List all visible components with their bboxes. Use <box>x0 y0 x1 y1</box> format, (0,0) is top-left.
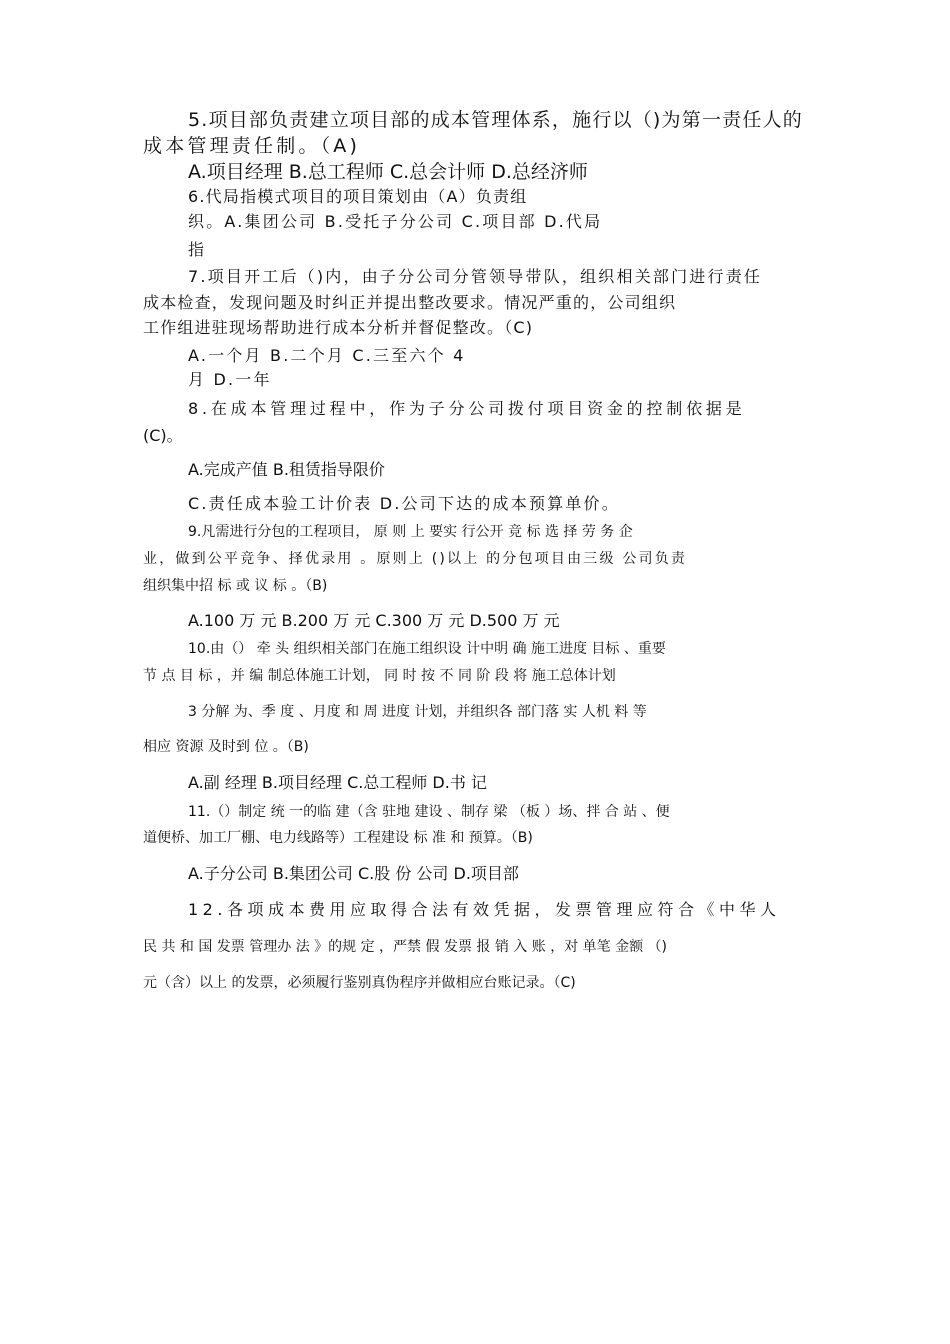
q8-options-2: C.责任成本验工计价表 D.公司下达的成本预算单价。 <box>188 494 620 513</box>
q12-line-2: 民 共 和 国 发票 管理办 法 》的规 定 ，严禁 假 发票 报 销 入 账 ，对 单笔 金额 （) <box>143 939 668 955</box>
q5-options: A.项目经理 B.总工程师 C.总会计师 D.总经济师 <box>188 161 588 183</box>
q6-line-1: 6.代局指模式项目的项目策划由（A）负责组 <box>188 187 528 206</box>
q9-line-3: 组织集中招 标 或 议 标 。（B) <box>143 578 328 594</box>
q7-line-1: 7.项目开工后（)内，由子分公司分管领导带队，组织相关部门进行责任 <box>188 267 763 286</box>
q10-line-2: 节 点 目 标 ，并 编 制总体施工计划， 同 时 按 不 同 阶 段 将 施工总体计划 <box>143 668 616 684</box>
q7-line-3: 工作组进驻现场帮助进行成本分析并督促整改。（C) <box>143 318 534 337</box>
q7-line-2: 成本检查，发现问题及时纠正并提出整改要求。情况严重的，公司组织 <box>143 293 677 312</box>
q8-line-1: 8.在成本管理过程中，作为子分公司拨付项目资金的控制依据是 <box>188 399 746 418</box>
q12-line-3: 元（含）以上 的发票，必须履行鉴别真伪程序并做相应台账记录。（C) <box>143 975 576 991</box>
q10-line-1: 10.由（） 牵 头 组织相关部门在施工组织设 计中明 确 施工进度 目标 、重要 <box>188 641 666 657</box>
q10-options: A.副 经理 B.项目经理 C.总工程师 D.书 记 <box>188 773 487 792</box>
q5-line-1: 5.项目部负责建立项目部的成本管理体系，施行以（)为第一责任人的 <box>188 109 803 131</box>
q11-line-1: 11.（）制定 统 一的临 建（含 驻地 建设 、制存 梁 （板 ）场、拌 合 站 、便 <box>188 804 670 820</box>
q5-line-2: 成本管理责任制。（A) <box>143 135 361 157</box>
q10-line-3: 3 分解 为、季 度 、月度 和 周 进度 计划，并组织各 部门落 实 人机 料 等 <box>188 704 647 720</box>
q9-line-1: 9.凡需进行分包的工程项目， 原 则 上 要实 行公开 竞 标 选 择 劳 务 企 <box>188 524 633 540</box>
q6-line-2: 织。A.集团公司 B.受托子分公司 C.项目部 D.代局 <box>188 212 603 231</box>
q8-line-2: (C)。 <box>143 426 183 445</box>
q9-line-2: 业，做到公平竞争、择优录用 。原则上 ()以上 的分包项目由三级 公司负责 <box>143 551 688 567</box>
q12-line-1: 12.各项成本费用应取得合法有效凭据，发票管理应符合《中华人 <box>188 900 781 919</box>
q7-options-1: A.一个月 B.二个月 C.三至六个 4 <box>188 346 466 365</box>
q6-line-3: 指 <box>188 240 205 259</box>
q9-options: A.100 万 元 B.200 万 元 C.300 万 元 D.500 万 元 <box>188 611 560 630</box>
q10-line-4: 相应 资源 及时到 位 。（B) <box>143 739 309 755</box>
q8-options-1: A.完成产值 B.租赁指导限价 <box>188 460 385 479</box>
q11-options: A.子分公司 B.集团公司 C.股 份 公司 D.项目部 <box>188 864 519 883</box>
q11-line-2: 道便桥、加工厂棚、电力线路等）工程建设 标 准 和 预算。（B) <box>143 830 533 846</box>
q7-options-2: 月 D.一年 <box>188 370 272 389</box>
